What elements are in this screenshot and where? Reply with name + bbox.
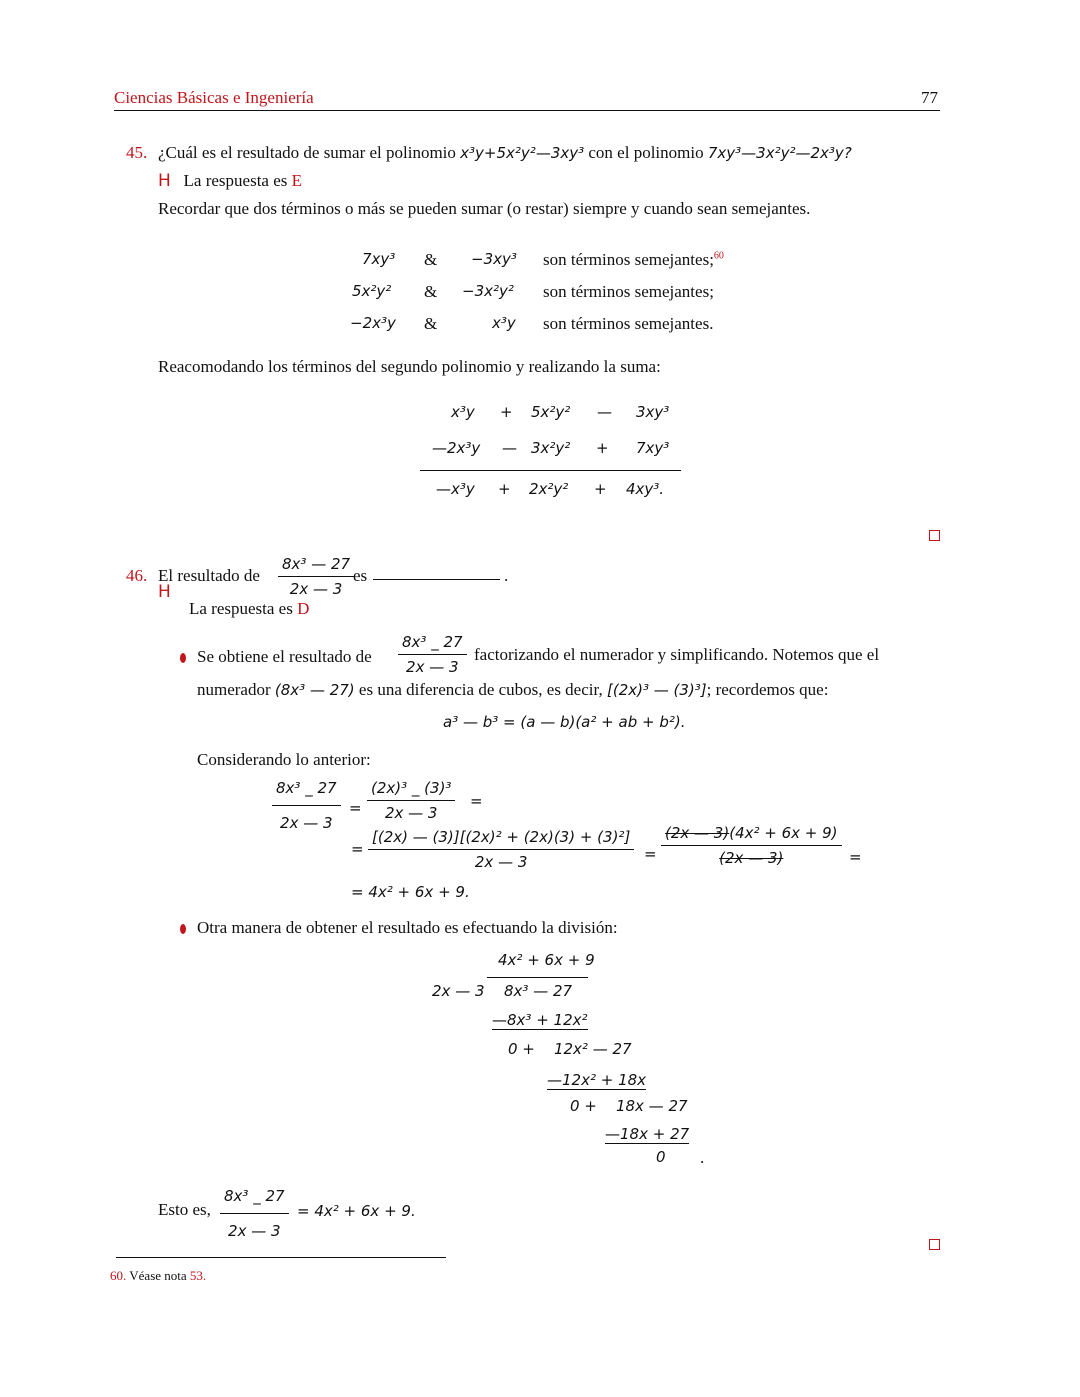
numerator: (2x)³ _ (3)³ [367,779,455,801]
equals: = [849,848,862,866]
period: . [700,1148,705,1167]
division-step: 0 + 18x — 27 [570,1097,688,1115]
bullet-icon [180,924,186,934]
footnote [110,1268,206,1284]
numerator: 8x³ _ 27 [272,779,341,806]
dividend: 8x³ — 27 [504,982,573,1000]
equals: = [470,792,483,810]
similar-text: son términos semejantes; [543,282,714,301]
division-step: —18x + 27 [605,1125,690,1143]
qed-icon [929,530,940,541]
q45-poly1: x³y+5x²y²—3xy³ [460,144,585,162]
denominator: 2x — 3 [280,814,333,832]
sum-rule [420,470,681,471]
result-term: 2x²y² [529,480,569,498]
sum-op: — [502,439,517,457]
sum-op: + [596,439,609,457]
footnote-text: Véase nota [129,1268,187,1283]
division-step: —8x³ + 12x² [492,1011,588,1029]
result-op: + [594,480,607,498]
answer-letter: D [297,599,310,618]
q46-fraction [278,555,354,598]
conclusion-text: Esto es, [158,1200,211,1219]
equals: = [644,845,657,863]
denominator: 2x — 3 [406,658,459,676]
period: . [504,566,509,585]
answer-blank [373,579,500,580]
term: 7xy³ [362,250,396,268]
answer-text: La respuesta es [183,171,288,190]
answer-mark: H [158,171,171,191]
result-term: 4xy³. [626,480,665,498]
division-remainder: 0 [656,1148,666,1166]
fraction [272,779,341,832]
header-rule [114,110,940,111]
fraction [661,824,842,867]
term: −3xy³ [471,250,517,268]
numerator: 8x³ _ 27 [220,1187,289,1214]
bullet1-text: factorizando el numerador y simplificando. Notemos que el [474,645,880,664]
footnote-number: 60. [110,1268,127,1283]
q46-es: es [353,566,368,585]
equals: = [351,840,364,858]
sum-term: —2x³y [432,439,481,457]
denominator: 2x — 3 [474,853,528,871]
quotient: 4x² + 6x + 9 [498,951,595,969]
factorization-result: = 4x² + 6x + 9. [351,883,470,901]
q45-question [158,143,852,163]
footnote-ref[interactable]: 60 [713,250,724,262]
q45-answer [158,171,302,191]
q46-answer [189,599,309,619]
amp: & [424,282,438,301]
answer-letter: E [291,171,303,190]
sum-term: 5x²y² [531,403,571,421]
similar-text: son términos semejantes; [543,250,714,269]
bullet1-fraction [398,633,467,676]
term: −3x²y² [462,282,514,300]
cube-identity: a³ — b³ = (a — b)(a² + ab + b²). [443,713,686,731]
q45-connector: con el polinomio [588,143,704,162]
sum-term: x³y [451,403,475,421]
answer-text: La respuesta es [189,599,293,618]
q46-number: 46. [126,566,148,585]
sum-op: + [500,403,513,421]
footnote-link[interactable]: 53. [189,1268,207,1283]
math: (8x³ — 27) [274,681,355,699]
q45-question-text: ¿Cuál es el resultado de sumar el polinomio [158,143,456,162]
numerator: [(2x) — (3)][(2x)² + (2x)(3) + (3)²] [368,828,634,850]
numerator: 8x³ — 27 [278,555,354,577]
fraction [367,779,455,822]
divisor: 2x — 3 [432,982,485,1000]
bullet1-text: Se obtiene el resultado de [197,647,372,666]
text: numerador [197,680,271,699]
text: ; recordemos que: [706,680,829,699]
text: es una diferencia de cubos, es decir, [358,680,603,699]
math: [(2x)³ — (3)³] [606,681,707,699]
bullet2-text: Otra manera de obtener el resultado es efectuando la división: [197,918,618,937]
conclusion-result: = 4x² + 6x + 9. [297,1202,416,1220]
fraction [368,828,634,871]
header-title: Ciencias Básicas e Ingeniería [114,88,314,107]
sum-term: 3xy³ [636,403,670,421]
similar-text: son términos semejantes. [543,314,714,333]
q46-lead: El resultado de [158,566,260,585]
equals: = [349,799,362,817]
remaining-factor: (4x² + 6x + 9) [729,824,838,842]
sum-op: — [597,403,612,421]
cancelled-factor: (2x — 3) [719,849,784,867]
denominator: 2x — 3 [228,1222,281,1240]
bullet-icon [180,653,186,663]
amp: & [424,314,438,333]
numerator: 8x³ _ 27 [398,633,467,655]
considering-text: Considerando lo anterior: [197,750,371,769]
division-bar [487,977,588,978]
conclusion-fraction [220,1187,289,1240]
q45-poly2: 7xy³—3x²y²—2x³y? [707,144,852,162]
denominator: 2x — 3 [289,580,343,598]
footnote-rule [116,1257,446,1258]
amp: & [424,250,438,269]
sum-term: 3x²y² [531,439,571,457]
page-number: 77 [921,88,938,107]
denominator: 2x — 3 [384,804,438,822]
term: −2x³y [350,314,396,332]
q45-number: 45. [126,143,148,162]
sum-term: 7xy³ [636,439,670,457]
result-op: + [498,480,511,498]
term: 5x²y² [352,282,392,300]
qed-icon [929,1239,940,1250]
answer-mark: H [158,582,171,602]
q45-note: Recordar que dos términos o más se pueden sumar (o restar) siempre y cuando sean semejantes. [158,199,811,218]
bullet1-line2 [197,680,828,700]
term: x³y [492,314,516,332]
division-step: —12x² + 18x [547,1071,647,1089]
q45-reorder: Reacomodando los términos del segundo polinomio y realizando la suma: [158,357,661,376]
cancelled-factor: (2x — 3) [665,824,730,842]
division-step: 0 + 12x² — 27 [508,1040,632,1058]
result-term: —x³y [436,480,475,498]
